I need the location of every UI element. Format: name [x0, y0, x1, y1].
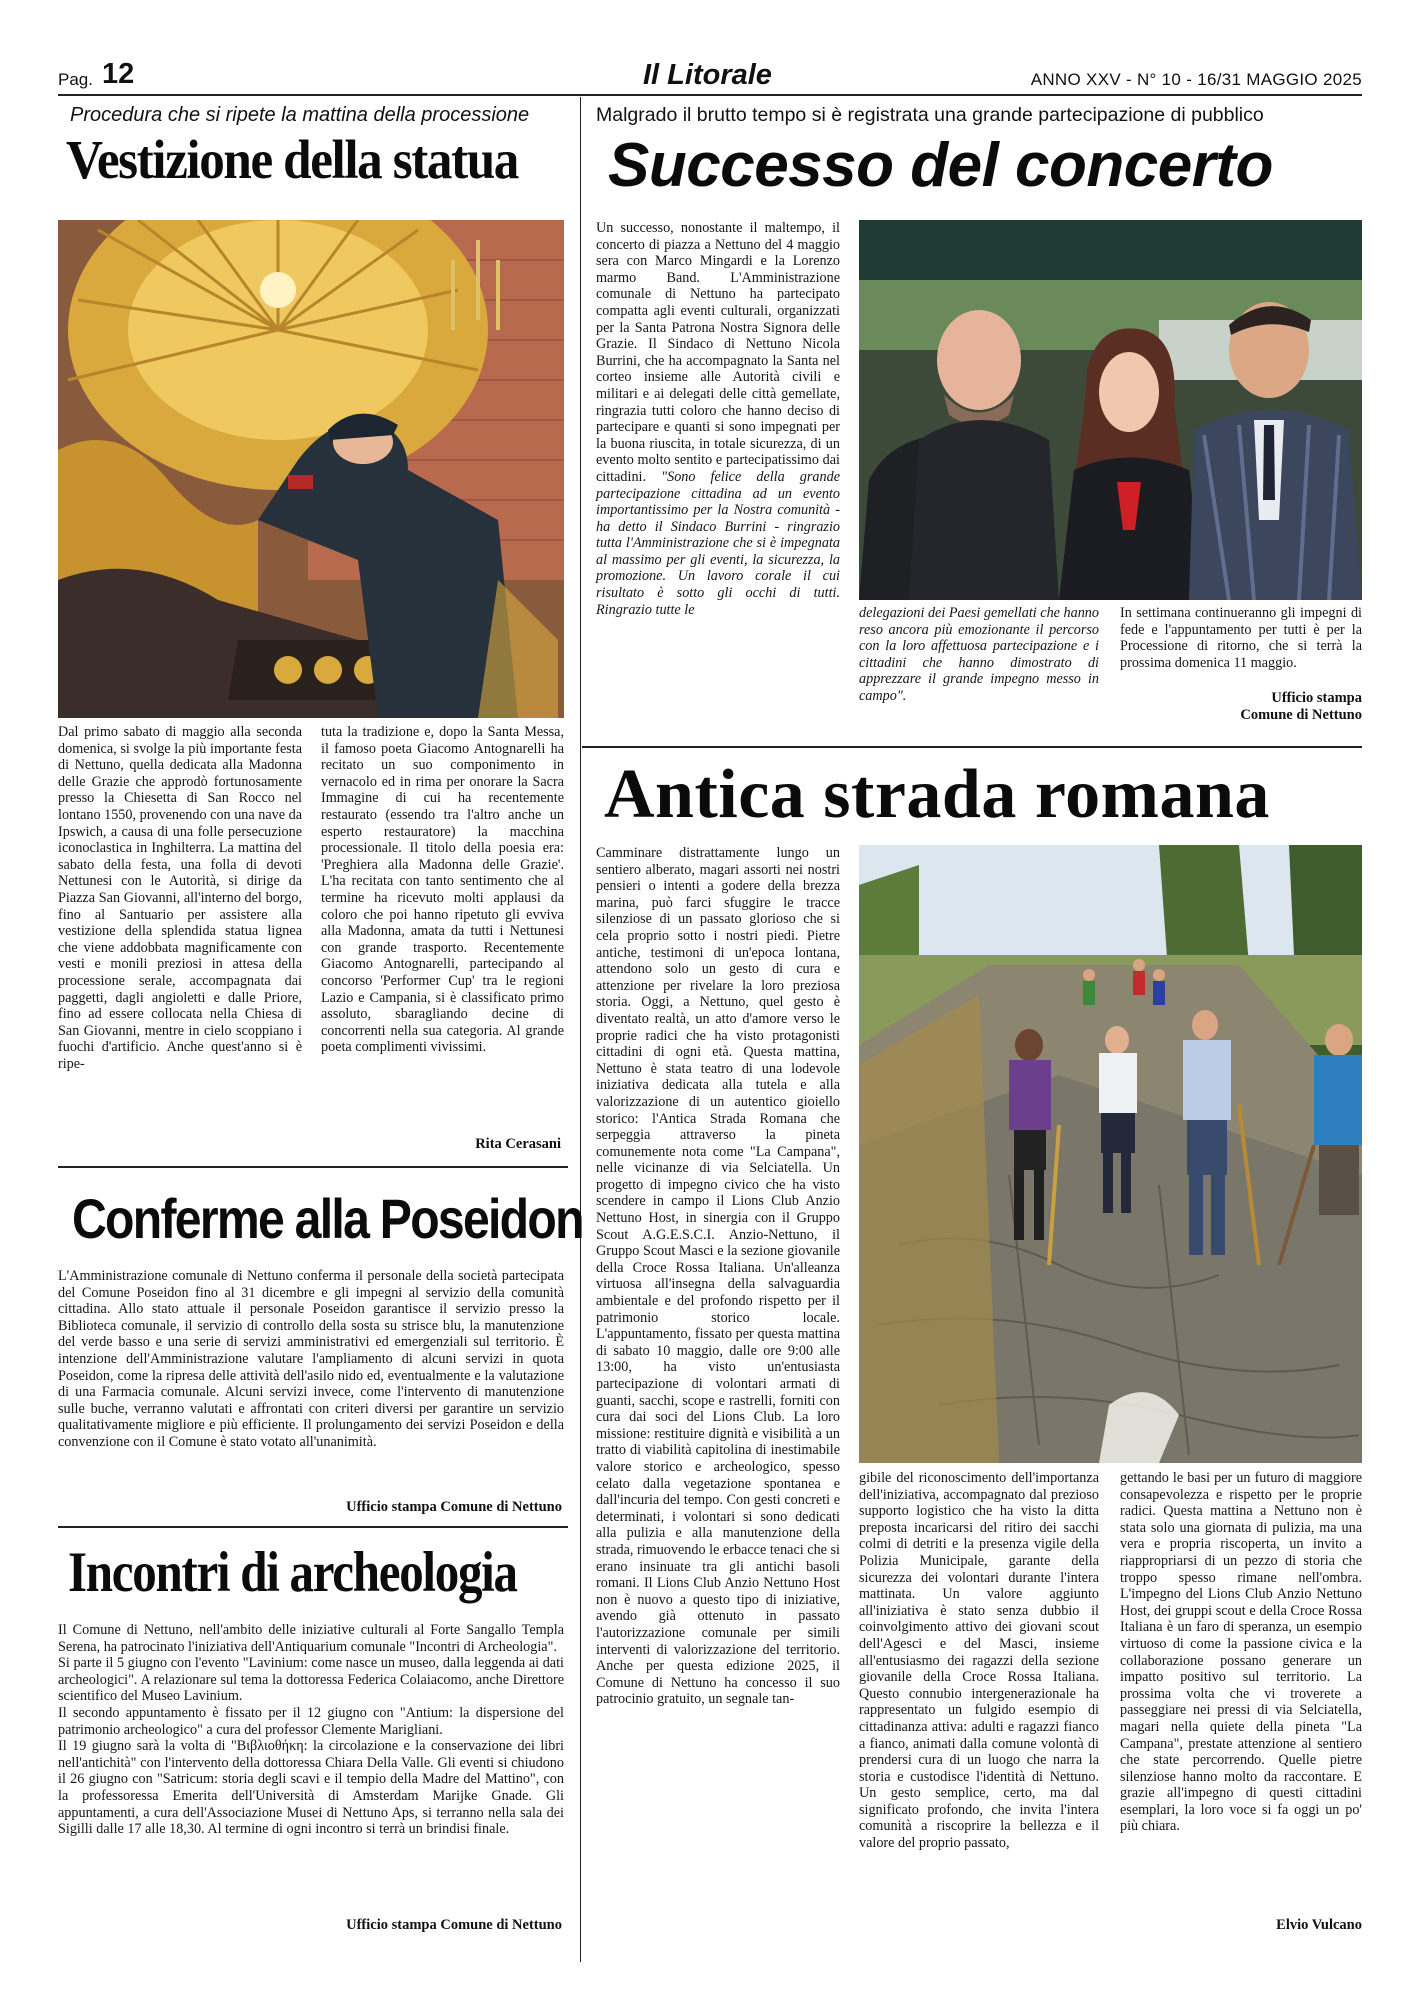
poseidon-bottom-rule [58, 1526, 568, 1528]
statue-photo [58, 220, 564, 718]
archeologia-title: Incontri di archeologia [68, 1541, 517, 1604]
poseidon-signature: Ufficio stampa Comune di Nettuno [346, 1499, 562, 1515]
strada-title: Antica strada romana [604, 756, 1270, 833]
masthead: Il Litorale [643, 59, 772, 91]
concerto-signature-line1: Ufficio stampa [1271, 690, 1362, 706]
archeologia-p4: Il 19 giugno sarà la volta di "Βιβλιοθήκη: la circolazione e la conservazione dei libri nell'antichità" con l'intervento della dottoressa Chiara Della Valle. Gli eventi si chiudono il 26 giugno con "Satricum: storia degli scavi e il tempio della Madre del Mattino", con la professoressa Emerita dell'Università di Amsterdam Marijke Gnade. Gli appuntamenti, a cura dell'Associazione Musei di Nettuno Aps, si terranno nella sala dei Sigilli dalle 17 alle 18,30. Al termine di ogni incontro si terrà un brindisi finale. [58, 1738, 564, 1838]
strada-col1: Camminare distrattamente lungo un sentiero alberato, magari assorti nei nostri pensieri o intenti a godere della brezza marina, può farci sfuggire le tracce silenziose di un passato glorioso che si cela proprio sotto i nostri piedi. Pietre antiche, testimoni di un'epoca lontana, attendono solo un gesto di cura e attenzione per rivelare la loro preziosa storia. Oggi, a Nettuno, quel gesto è diventato realtà, un atto d'amore verso le proprie radici che ha visto protagonisti cittadini di ogni età. Questa mattina, Nettuno è stata teatro di una lodevole iniziativa dedicata alla tutela e alla valorizzazione di un autentico gioiello storico: l'Antica Strada Romana che serpeggia attraverso la pineta comunemente nota come "La Campana", nelle vicinanze di via Selciatella. Un progetto di impegno civico che ha visto scendere in campo il Lions Club Anzio Nettuno Host, in sinergia con il Gruppo Scout A.G.E.S.C.I. Anzio-Nettuno, il Gruppo Scout Masci e la sezione giovanile della Croce Rossa Italiana. Un'alleanza virtuosa all'insegna della salvaguardia ambientale e del profondo rispetto per il patrimonio storico locale. L'appuntamento, fissato per questa mattina di sabato 10 maggio, dalle ore 9:00 alle 13:00, ha visto un'entusiasta partecipazione di volontari armati di guanti, sacchi, scope e rastrelli, forniti con cura dai soci del Lions Club. La loro missione: restituire dignità e visibilità a un tratto di viabilità capitolina di inestimabile valore storico e archeologico, spesso celato dalla vegetazione spontanea e dall'incuria del tempo. Con gesti concreti e determinati, i volontari si sono dedicati alla pulizia e alla manutenzione della strada, rimuovendo le erbacce tenaci che si erano insinuate tra gli antichi basoli romani. Il Lions Club Anzio Nettuno Host non è nuovo a questo tipo di iniziative, avendo già ottenuto in passato l'autorizzazione comunale per simili interventi di valorizzazione del territorio. Anche per questa edizione 2025, il Comune di Nettuno ha concesso il suo patrocinio gratuito, un segnale tan- [596, 845, 840, 1708]
concerto-col2: delegazioni dei Paesi gemellati che hanno reso ancora più emozionante il percorso con la loro affettuosa partecipazione e i cittadini che hanno dimostrato di apprezzare il grande impegno messo in campo". [859, 605, 1099, 704]
vestizione-kicker: Procedura che si ripete la mattina della processione [70, 104, 530, 126]
page-header [58, 58, 1362, 94]
poseidon-body: L'Amministrazione comunale di Nettuno conferma il personale della società partecipata del Comune Poseidon fino al 31 dicembre e gli impegni al servizio della comunità cittadina. Allo stato attuale il personale Poseidon garantisce il servizio presso la Biblioteca comunale, il servizio di controllo della sosta su strisce blu, la manutenzione del verde basso e una serie di servizi amministrativi ed emergenziali sul territorio. È intenzione dell'Amministrazione valutare l'ampliamento di alcuni servizi in quota Poseidon, come la ripresa delle attività dell'asilo nido ed, eventualmente e la valutazione di una Farmacia comunale. Alcuni servizi invece, come l'intervento di manutenzione sulle buche, verranno valutati e affrontati con criteri diversi per garantire un servizio qualitativamente migliore e più efficiente. Il prolungamento dei servizi Poseidon e della convenzione con il Comune è stato votato all'unanimità. [58, 1268, 564, 1450]
vestizione-col1: Dal primo sabato di maggio alla seconda domenica, si svolge la più importante festa di Nettuno, quella dedicata alla Madonna delle Grazie che approdò fortunosamente presso la Chiesetta di San Rocco nel lontano 1550, provenendo con una nave da Ipswich, a causa di una folle persecuzione iconoclastica in Inghilterra. La mattina del sabato della festa, una folla di devoti Nettunesi con le Autorità, si dirige da Piazza San Giovanni, all'interno del borgo, fino al Santuario per assistere alla vestizione della splendida statua lignea che viene addobbata magnificamente con vesti e monili preziosi in attesa della processione serale, accompagnata dai paggetti, dagli angioletti e dalle Priore, fino ad essere collocata nella Chiesa di San Giovanni, mentre in cielo scoppiano i fuochi d'artificio. Anche quest'anno si è ripe- [58, 724, 302, 1072]
volunteers-cleaning-road-illustration [859, 845, 1362, 1463]
concert-photo [859, 220, 1362, 600]
strada-col2: gibile del riconoscimento dell'importanza dell'iniziativa, accompagnato dal prezioso supporto logistico che ha visto la ditta preposta incaricarsi del ritiro dei sacchi colmi di detriti e la presenza vigile della Polizia Municipale, garante della sicurezza dei volontari durante l'intera mattinata. Un valore aggiunto all'iniziativa è stato senza dubbio il coinvolgimento attivo dei giovani scout dell'Agesci e del Masci, insieme all'entusiasmo dei ragazzi della sezione giovanile della Croce Rossa Italiana. Questo connubio intergenerazionale ha rappresentato un fulgido esempio di cittadinanza attiva: adulti e ragazzi fianco a fianco, animati dalla comune volontà di prendersi cura di un luogo che narra la storia e custodisce l'identità di Nettuno. Un gesto semplice, certo, ma dal significato profondo, che invita l'intera comunità a riscoprire la bellezza e il valore del proprio passato, [859, 1470, 1099, 1852]
archeologia-p2: Si parte il 5 giugno con l'evento "Lavinium: come nasce un museo, dalla leggenda ai dati archeologici". A relazionare sul tema la dottoressa Federica Colaiacomo, anche Direttore scientifico del Museo Lavinium. [58, 1655, 564, 1705]
concerto-col1-italic: "Sono felice della grande partecipazione cittadina ad un evento importantissimo per la Nostra comunità - ha detto il Sindaco Burrini - ringrazio tutta l'Amministrazione che si è impegnata al massimo per gli eventi, la sicurezza, la promozione. Un lavoro corale il cui risultato è sotto gli occhi di tutti. Ringrazio tutte le [596, 468, 840, 618]
concerto-signature-line2: Comune di Nettuno [1240, 707, 1362, 723]
strada-col3: gettando le basi per un futuro di maggiore consapevolezza e rispetto per le proprie radici. Questa mattina a Nettuno non è stata solo una giornata di pulizia, ma una vera e propria riscoperta, un invito a riappropriarsi di un pezzo di storia che troppo spesso rimane nell'ombra. L'impegno del Lions Club Anzio Nettuno Host, dei gruppi scout e della Croce Rossa Italiana è un faro di speranza, un esempio virtuoso di come la passione civica e la collaborazione possano generare un impatto positivo sul territorio. La prossima volta che vi troverete a passeggiare nei pressi di via Selciatella, magari nella quiete della pineta "La Campana", prestate attenzione al sentiero che state percorrendo. Quelle pietre silenziose hanno molto da raccontare. E grazie all'impegno di questi cittadini esemplari, la loro voce si fa oggi un po' più chiara. [1120, 1470, 1362, 1835]
concerto-col3: In settimana continueranno gli impegni di fede e l'appuntamento per tutti è per la Processione di ritorno, che si terrà la prossima domenica 11 maggio. [1120, 605, 1362, 671]
vestizione-col2: tuta la tradizione e, dopo la Santa Messa, il famoso poeta Giacomo Antognarelli ha recitato un suo componimento in vernacolo ed in rima per onorare la Sacra Immagine di cui ha recentemente restaurato (essendo tra l'altro anche un esperto restauratore) la macchina processionale. Il titolo della poesia era: 'Preghiera alla Madonna delle Grazie'. L'ha recitata con tanto sentimento che al termine ha ricevuto molti applausi da coloro che poi hanno ripetuto gli evviva alla Madonna, amata da tutti i Nettunesi con grande trasporto. Recentemente Giacomo Antognarelli, partecipando al concorso 'Performer Cup' tra le regioni Lazio e Campania, si è classificato primo assoluto, sbaragliando decine di concorrenti nella sua categoria. Al grande poeta complimenti vivissimi. [321, 724, 564, 1056]
statue-dressing-illustration [58, 220, 564, 718]
page-number: 12 [102, 58, 135, 90]
concerto-title: Successo del concerto [608, 131, 1273, 200]
concert-group-illustration [859, 220, 1362, 600]
archeologia-p1: Il Comune di Nettuno, nell'ambito delle iniziative culturali al Forte Sangallo Templa Serena, ha patrocinato l'iniziativa dell'Antiquarium comunale "Incontri di Archeologia". [58, 1622, 564, 1655]
concerto-kicker: Malgrado il brutto tempo si è registrata una grande partecipazione di pubblico [596, 104, 1264, 126]
strada-signature: Elvio Vulcano [1276, 1917, 1362, 1933]
page-label: Pag. [58, 70, 93, 89]
vestizione-title: Vestizione della statua [66, 129, 518, 190]
roman-road-photo [859, 845, 1362, 1463]
vestizione-signature: Rita Cerasani [475, 1136, 561, 1152]
column-divider [580, 97, 581, 1962]
header-rule [58, 94, 1362, 96]
vestizione-bottom-rule [58, 1166, 568, 1168]
archeologia-p3: Il secondo appuntamento è fissato per il 12 giugno con "Antium: la dispersione del patrimonio archeologico" a cura del professor Clemente Marigliani. [58, 1704, 564, 1738]
issue-info: ANNO XXV - N° 10 - 16/31 MAGGIO 2025 [1030, 70, 1362, 89]
poseidon-title: Conferme alla Poseidon [72, 1187, 583, 1250]
archeologia-signature: Ufficio stampa Comune di Nettuno [346, 1917, 562, 1933]
concerto-col1-plain: Un successo, nonostante il maltempo, il concerto di piazza a Nettuno del 4 maggio sera con Marco Mingardi e la Lorenzo marmo Band. L'Amministrazione comunale di Nettuno ha partecipato compatta agli eventi culturali, organizzati per la Santa Patrona Nostra Signora delle Grazie. Il Sindaco di Nettuno Nicola Burrini, che ha accompagnato la Santa nel corteo insieme alle Autorità civili e militari e ai delegati delle città gemellate, ringrazia tutti coloro che hanno deciso di partecipare e quanti si sono impegnati per la buona riuscita, in totale sicurezza, di un evento molto sentito e partecipatissimo dai cittadini. [596, 220, 840, 485]
concerto-bottom-rule [582, 746, 1362, 748]
archeologia-body [58, 1622, 564, 1912]
concerto-col1 [596, 220, 840, 728]
